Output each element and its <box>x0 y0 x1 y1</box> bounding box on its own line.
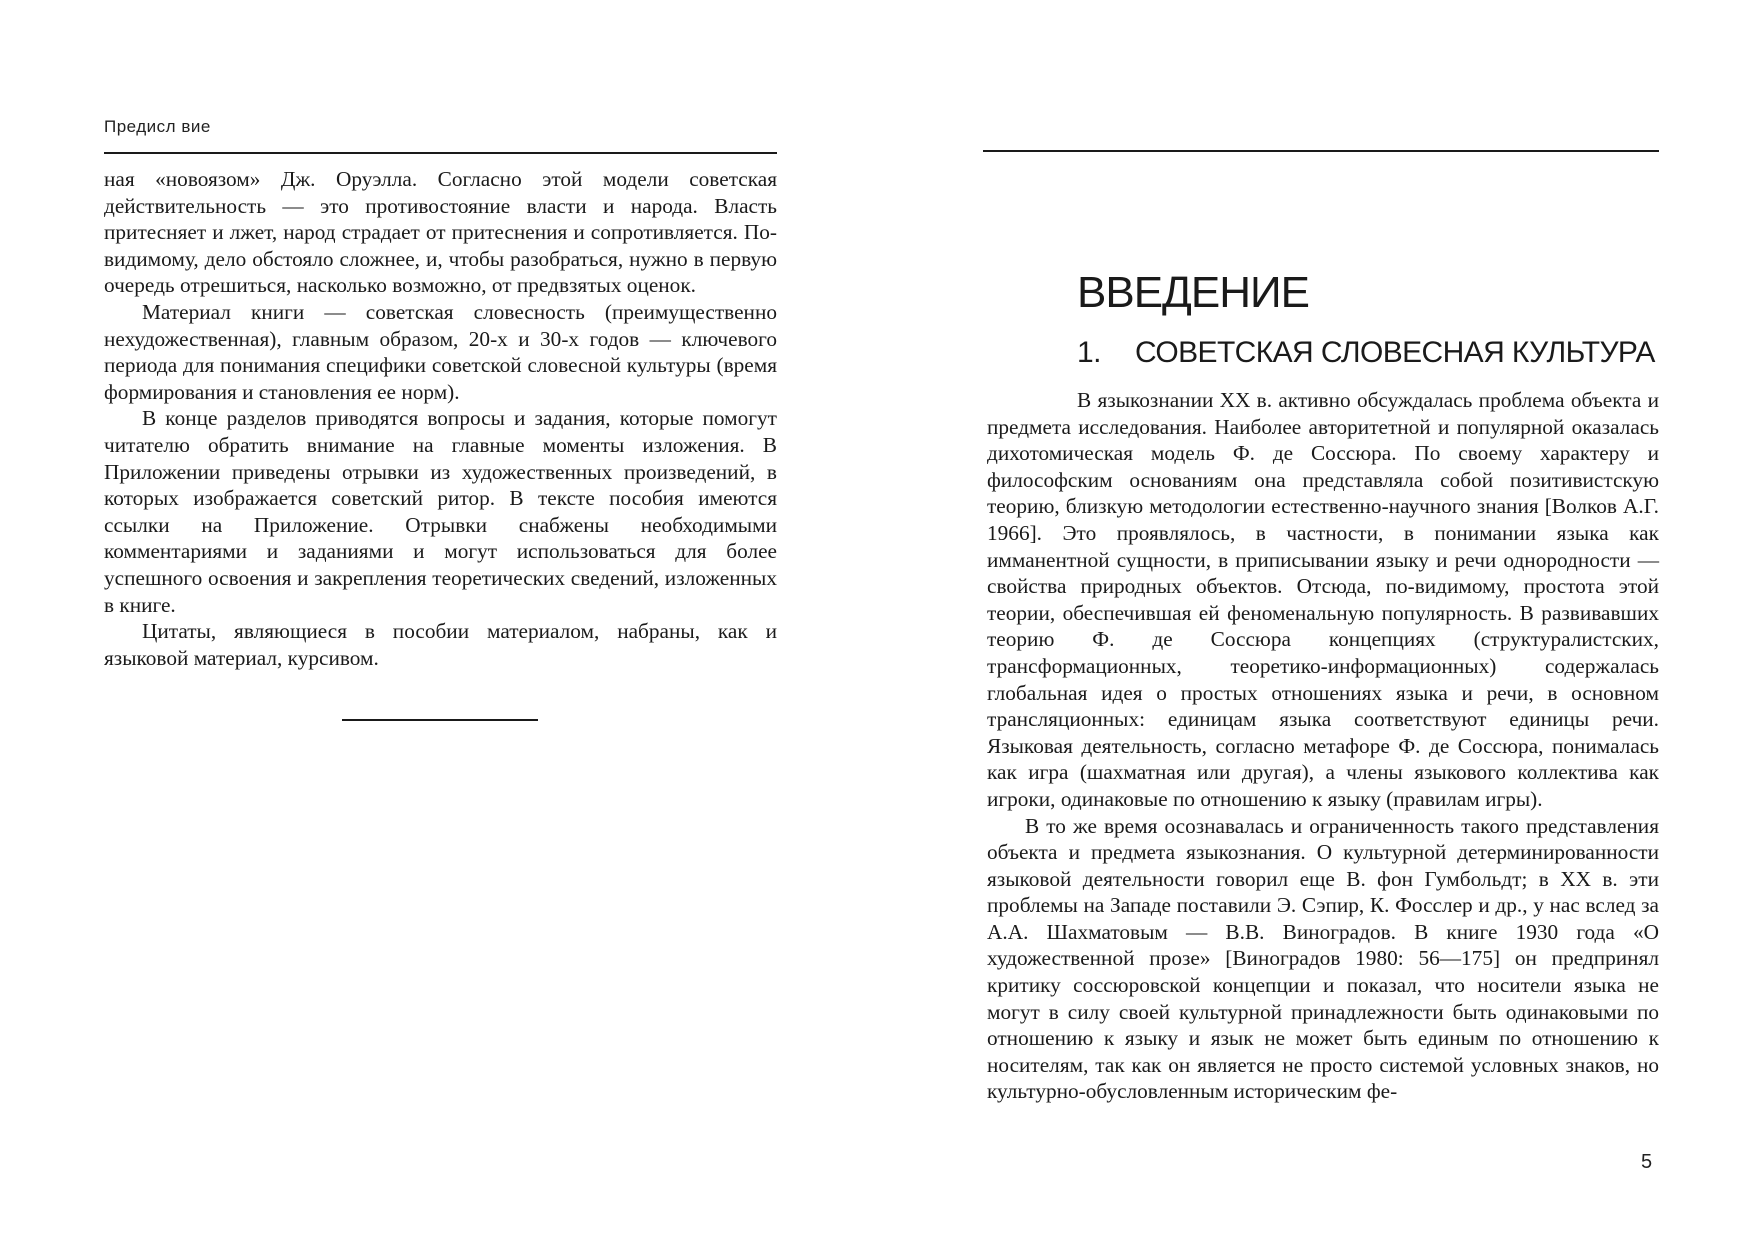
section-title-text: СОВЕТСКАЯ СЛОВЕСНАЯ КУЛЬТУРА <box>1135 336 1655 369</box>
paragraph: ная «новоязом» Дж. Оруэлла. Согласно этой модели советская действительность — это противостояние власти и народа. Власть притесняет и лжет, народ страдает от притеснения и сопротивляется. По-видимому, дело обстояло сложнее, и, чтобы разобраться, нужно в первую очередь отрешиться, насколько возможно, от предвзятых оценок. <box>104 167 777 298</box>
paragraph: В языкознании XX в. активно обсуждалась проблема объекта и предмета исследования. Наиболее авторитетной и популярной оказалась дихотомическая модель Ф. де Соссюра. По своему характеру и философским основаниям она представляла собой позитивистскую теорию, близкую методологии естественно-научного знания [Волков А.Г. 1966]. Это проявлялось, в частности, в понимании языка как имманентной сущности, в приписывании языку и речи однородности — свойства природных объектов. Отсюда, по-видимому, простота этой теории, обеспечившая ей феноменальную популярность. В развивавших теорию Ф. де Соссюра концепциях (структуралистских, трансформационных, теоретико-информационных) содержалась глобальная идея о простых отношениях языка и речи, в основном трансляционных: единицам языка соответствуют единицы речи. Языковая деятельность, согласно метафоре Ф. де Соссюра, понималась как игра (шахматная или другая), а члены языкового коллектива как игроки, одинаковые по отношению к языку (правилам игры). <box>987 388 1659 811</box>
right-body-text <box>987 387 1659 1105</box>
section-number: 1. <box>1077 336 1101 369</box>
page-number: 5 <box>1641 1151 1653 1173</box>
header-rule <box>983 150 1659 152</box>
paragraph: В конце разделов приводятся вопросы и задания, которые помогут читателю обратить внимание на главные моменты изложения. В Приложении приведены отрывки из художественных произведений, в которых изображается советский ритор. В тексте пособия имеются ссылки на Приложение. Отрывки снабжены необходимыми комментариями и заданиями и могут использоваться для более успешного освоения и закрепления теоретических сведений, изложенных в книге. <box>104 406 777 617</box>
paragraph: Цитаты, являющиеся в пособии материалом, набраны, как и языковой материал, курсивом. <box>104 619 777 670</box>
chapter-title: ВВЕДЕНИЕ <box>1077 268 1309 317</box>
paragraph: В то же время осознавалась и ограниченность такого представления объекта и предмета языкознания. О культурной детерминированности языковой деятельности говорил еще В. фон Гумбольдт; в XX в. эти проблемы на Западе поставили Э. Сэпир, К. Фосслер и др., у нас вслед за А.А. Шахматовым — В.В. Виноградов. В книге 1930 года «О художественной прозе» [Виноградов 1980: 56—175] он предпринял критику соссюровской концепции и показал, что носители языка не могут в силу своей культурной принадлежности быть одинаковыми по отношению к языку и язык не может быть единым по отношению к носителям, так как он является не просто системой условных знаков, но культурно-обусловленным историческим фе- <box>987 813 1659 1104</box>
section-end-rule <box>342 719 538 721</box>
header-rule <box>104 152 777 154</box>
left-body-text <box>104 166 777 671</box>
right-page <box>877 0 1755 1240</box>
left-page <box>0 0 877 1240</box>
running-head: Предисл вие <box>104 117 211 136</box>
section-title <box>1077 336 1655 370</box>
paragraph: Материал книги — советская словесность (преимущественно нехудожественная), главным образом, 20-х и 30-х годов — ключевого периода для понимания специфики советской словесной культуры (время формирования и становления ее норм). <box>104 299 777 404</box>
